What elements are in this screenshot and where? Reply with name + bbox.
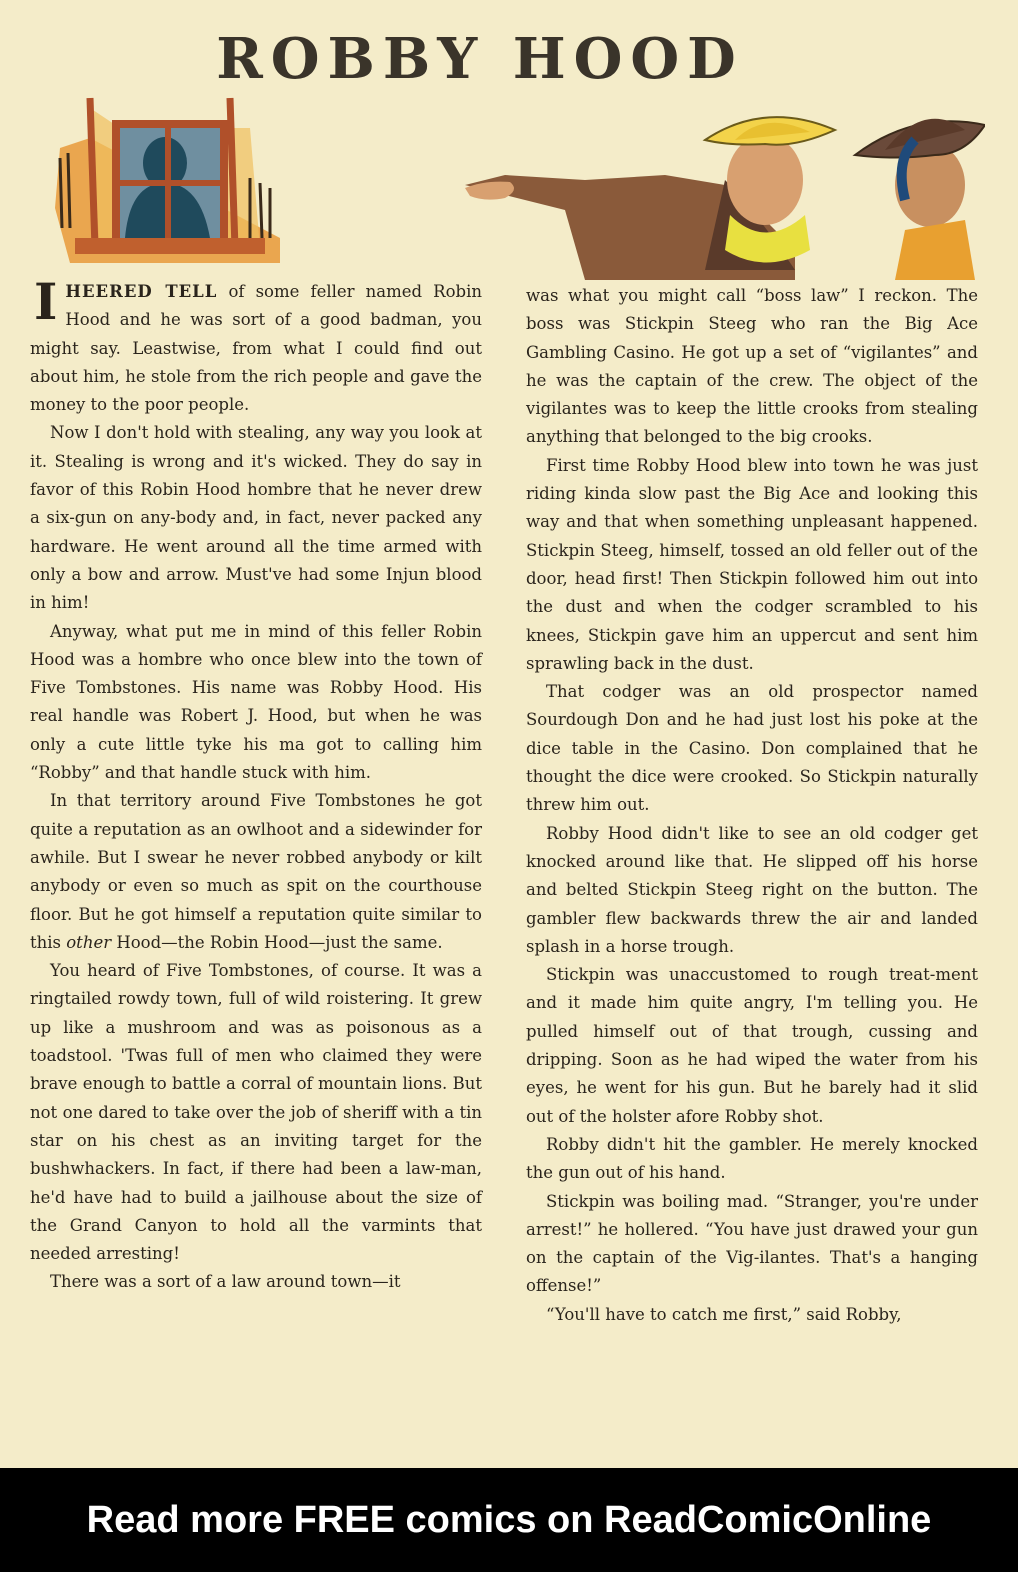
promo-banner[interactable] xyxy=(0,1468,1018,1572)
paragraph-4-end: Hood—the Robin Hood—just the same. xyxy=(111,932,443,952)
drop-cap: I xyxy=(34,272,58,331)
paragraph-4-start: In that territory around Five Tombstones he got quite a reputation as an owlhoot and a sidewinder for awhile. But I swear he never robbed anybody or kilt anybody or even so much as spit on the courthouse floor. But he got himself a reputation quite similar to this xyxy=(30,791,482,952)
right-text-column xyxy=(526,282,978,1329)
paragraph-6: There was a sort of a law around town—it xyxy=(50,1272,401,1292)
cowboys-pointing-icon xyxy=(465,100,985,280)
paragraph-9: That codger was an old prospector named Sourdough Don and he had just lost his poke at the dice table in the Casino. Don complained that he thought the dice were crooked. So Stickpin naturally threw him out. xyxy=(526,682,978,815)
paragraph-2: Now I don't hold with stealing, any way you look at it. Stealing is wrong and it's wicked. They do say in favor of this Robin Hood hombre that he never drew a six-gun on any-body and, in fact, never packed any hardware. He went around all the time armed with only a bow and arrow. Must've had some Injun blood in him! xyxy=(30,423,482,613)
paragraph-10: Robby Hood didn't like to see an old codger get knocked around like that. He slipped off his horse and belted Stickpin Steeg right on the button. The gambler flew backwards threw the air and landed splash in a horse trough. xyxy=(526,823,978,956)
paragraph-8: First time Robby Hood blew into town he was just riding kinda slow past the Big Ace and looking this way and that when something unpleasant happened. Stickpin Steeg, himself, tossed an old feller out of the door, head first! Then Stickpin followed him out into the dust and when the codger scrambled to his knees, Stickpin gave him an uppercut and sent him sprawling back in the dust. xyxy=(526,455,978,673)
window-figure-icon xyxy=(50,88,285,263)
paragraph-7: was what you might call “boss law” I reckon. The boss was Stickpin Steeg who ran the Big Ace Gambling Casino. He got up a set of “vigilantes” and he was the captain of the crew. The object of the vigilantes was to keep the little crooks from stealing anything that belonged to the big crooks. xyxy=(526,286,978,447)
paragraph-11: Stickpin was unaccustomed to rough treat-ment and it made him quite angry, I'm telling you. He pulled himself out of that trough, cussing and dripping. Soon as he had wiped the water from his eyes, he went for his gun. But he barely had it slid out of the holster afore Robby shot. xyxy=(526,965,978,1126)
paragraph-1-text: of some feller named Robin Hood and he was sort of a good badman, you might say. Leastwise, from what I could find out about him, he stole from the rich people and gave the money to the poor people. xyxy=(30,282,482,415)
paragraph-5: You heard of Five Tombstones, of course. It was a ringtailed rowdy town, full of wild roistering. It grew up like a mushroom and was as poisonous as a toadstool. 'Twas full of men who claimed they were brave enough to battle a corral of mountain lions. But not one dared to take over the job of sheriff with a tin star on his chest as an inviting target for the bushwhackers. In fact, if there had been a law-man, he'd have had to build a jailhouse about the size of the Grand Canyon to hold all the varmints that needed arresting! xyxy=(30,961,482,1264)
paragraph-1 xyxy=(30,272,482,419)
paragraph-14: “You'll have to catch me first,” said Robby, xyxy=(546,1304,902,1324)
left-text-column xyxy=(30,272,482,1297)
story-title: ROBBY HOOD xyxy=(216,26,744,92)
paragraph-4-italic: other xyxy=(66,932,112,952)
paragraph-4 xyxy=(30,787,482,957)
lead-caps: HEERED TELL xyxy=(65,282,218,301)
paragraph-3: Anyway, what put me in mind of this feller Robin Hood was a hombre who once blew into the town of Five Tombstones. His name was Robby Hood. His real handle was Robert J. Hood, but when he was only a cute little tyke his ma got to calling him “Robby” and that handle stuck with him. xyxy=(30,621,482,783)
paragraph-12: Robby didn't hit the gambler. He merely knocked the gun out of his hand. xyxy=(526,1134,978,1183)
promo-banner-text[interactable]: Read more FREE comics on ReadComicOnline xyxy=(86,1498,932,1541)
paragraph-13: Stickpin was boiling mad. “Stranger, you're under arrest!” he hollered. “You have just drawed your gun on the captain of the Vig-ilantes. That's a hanging offense!” xyxy=(526,1191,978,1296)
